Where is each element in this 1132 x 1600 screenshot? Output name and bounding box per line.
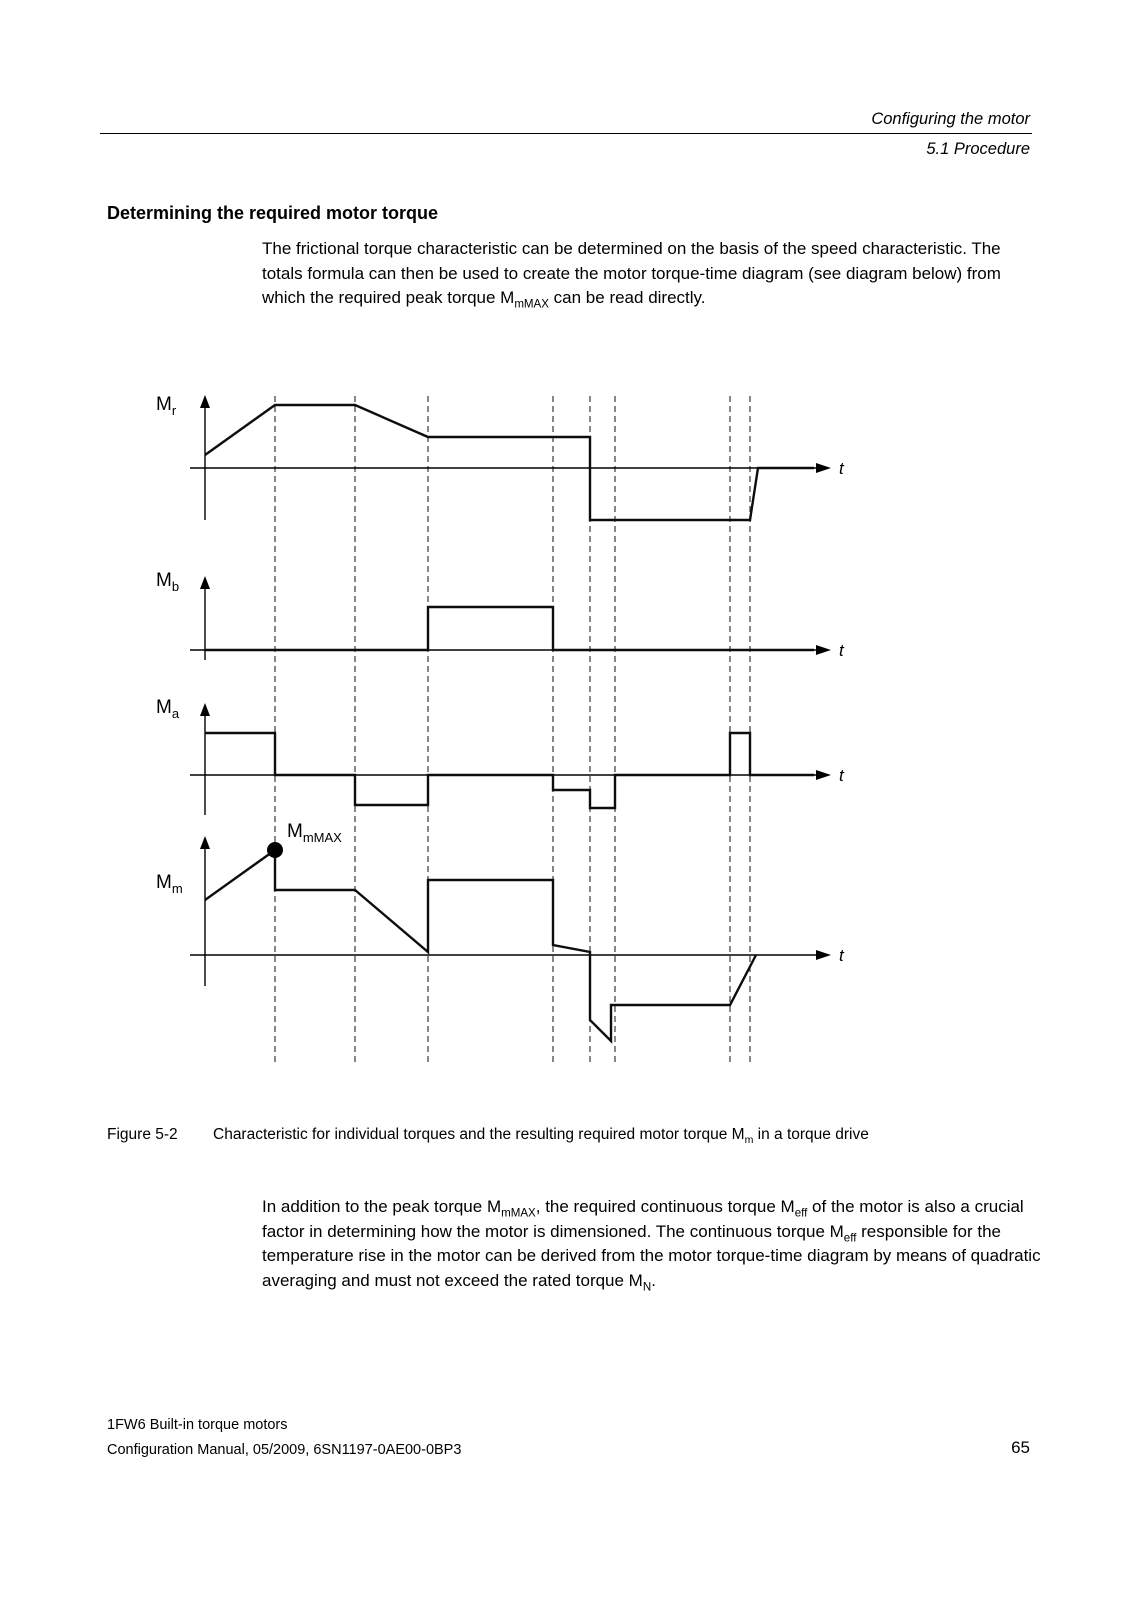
- svg-text:t: t: [839, 946, 844, 965]
- section-heading: Determining the required motor torque: [107, 203, 439, 223]
- figure-caption-text: Characteristic for individual torques and the resulting required motor torque $M_m$ in a torque drive: [213, 1126, 869, 1147]
- footer-product: 1FW6 Built-in torque motors: [107, 1417, 288, 1433]
- header-rule: [100, 133, 1032, 134]
- figure-caption: [107, 1126, 869, 1147]
- svg-text:MmMAX: $M_{mMAX}$: [287, 821, 342, 845]
- svg-text:t: t: [839, 641, 844, 660]
- svg-text:t: t: [839, 766, 844, 785]
- svg-text:Mr: $M_r$: [156, 394, 177, 418]
- body-paragraph: In addition to the peak torque $M_{mMAX}$, the required continuous torque $M_{eff}$ of the motor is also a crucial factor in determining how the motor is dimensioned. The continuous torque $M_{eff}$ responsible for the temperature rise in the motor can be derived from the motor torque-time diagram by means of quadratic averaging and must not exceed the rated torque $M_N$.: [262, 1197, 1041, 1294]
- header-section: 5.1 Procedure: [926, 140, 1030, 158]
- header-chapter: Configuring the motor: [871, 110, 1030, 128]
- svg-text:Ma: $M_a$: [156, 697, 180, 721]
- intro-paragraph: The frictional torque characteristic can be determined on the basis of the speed characteristic. The totals formula can then be used to create the motor torque-time diagram (see diagram below) from which the required peak torque $M_{mMAX}$ can be read directly.: [262, 239, 1001, 311]
- footer-manual: Configuration Manual, 05/2009, 6SN1197-0AE00-0BP3: [107, 1442, 462, 1458]
- svg-text:Mm: $M_m$: [156, 872, 183, 896]
- torque-diagram: [150, 388, 870, 1078]
- svg-text:t: t: [839, 459, 844, 478]
- figure-number: Figure 5-2: [107, 1126, 178, 1143]
- page-number: 65: [1011, 1438, 1030, 1457]
- svg-text:Mb: $M_b$: [156, 570, 180, 594]
